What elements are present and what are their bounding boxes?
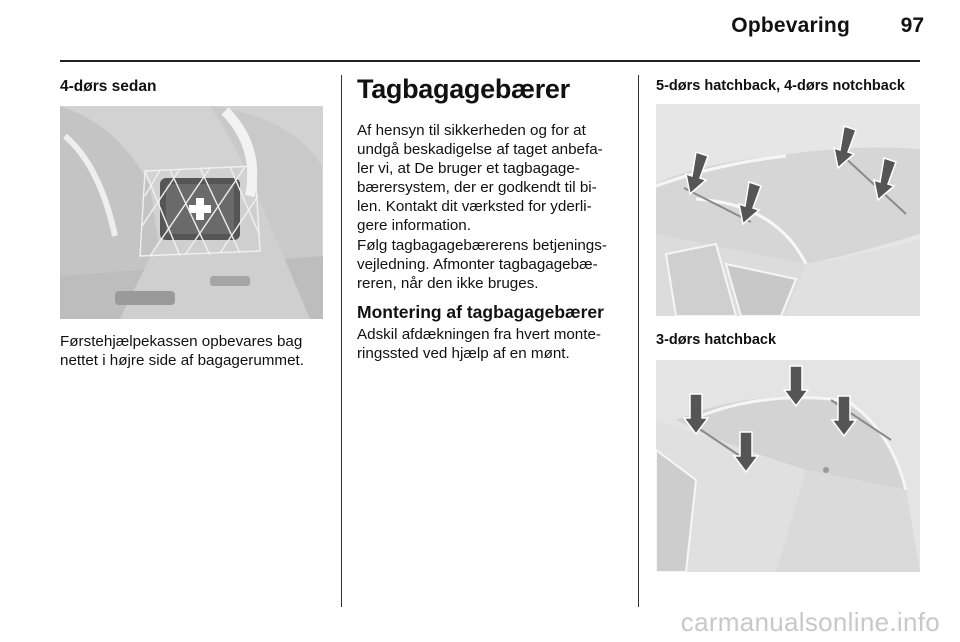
- section-heading-5door: 5-dørs hatchback, 4-dørs notchback: [656, 78, 905, 94]
- roof-rack-paragraph-1: Af hensyn til sikkerheden og for at undgå beskadigelse af taget anbefa- ler vi, at De bruger et tagbagage- bærersystem, der er godkendt til bi- len. Kontakt dit værksted for yderli- gere information.: [357, 122, 603, 234]
- column-divider-right: [638, 75, 639, 607]
- roof-5door-illustration: [656, 104, 920, 316]
- section-heading-sedan: 4-dørs sedan: [60, 78, 157, 95]
- column-divider-left: [341, 75, 342, 607]
- section-title-roof-rack: Tagbagagebærer: [357, 74, 570, 104]
- subheading-mounting: Montering af tagbagagebærer: [357, 302, 604, 322]
- watermark: carmanualsonline.info: [680, 607, 940, 637]
- roof-rack-paragraph-2: Følg tagbagagebærerens betjenings- vejledning. Afmonter tagbagagebæ- reren, når den ikke bruges.: [357, 237, 607, 292]
- mounting-paragraph: Adskil afdækningen fra hvert monte- ringssted ved hjælp af en mønt.: [357, 326, 601, 362]
- first-aid-caption: Førstehjælpekassen opbevares bag nettet i højre side af bagagerummet.: [60, 333, 304, 369]
- roof-3door-illustration: [656, 360, 920, 572]
- header-rule: [60, 60, 920, 62]
- first-aid-kit-illustration: [60, 106, 323, 319]
- page-number: 97: [900, 14, 924, 37]
- page-header-title: Opbevaring: [731, 14, 850, 37]
- section-heading-3door: 3-dørs hatchback: [656, 332, 777, 348]
